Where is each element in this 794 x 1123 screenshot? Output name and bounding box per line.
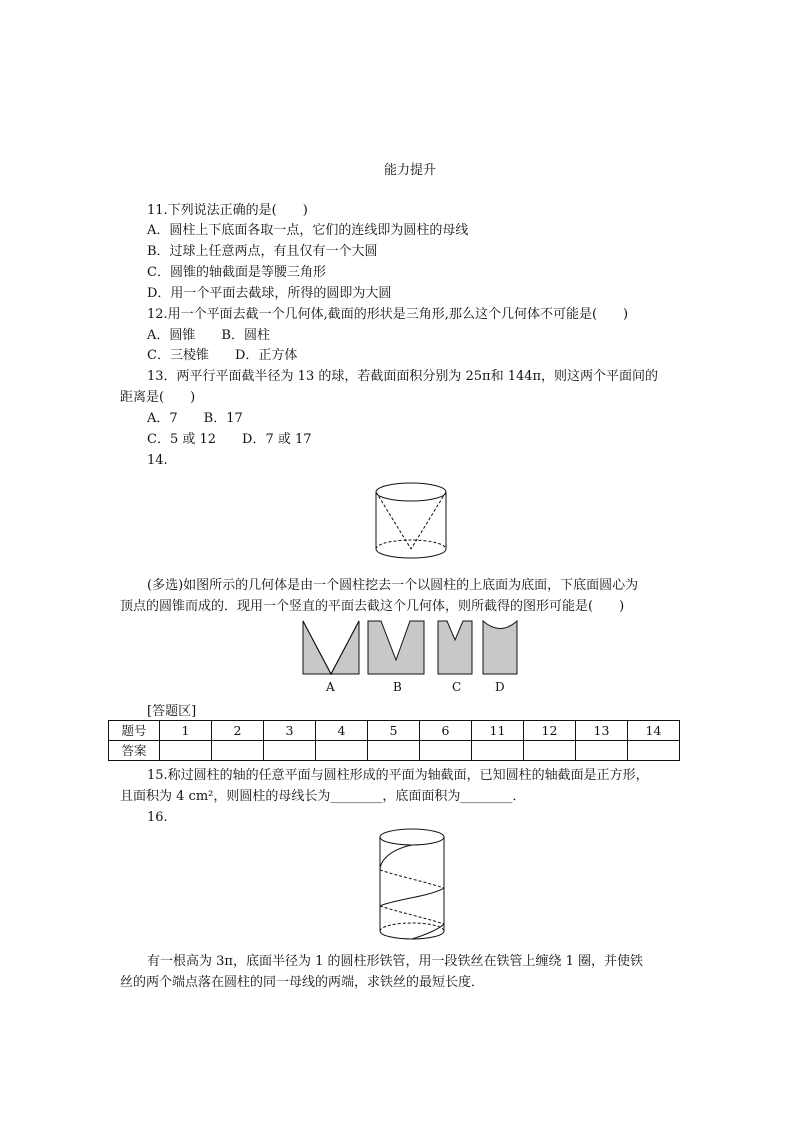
cylinder-top-ellipse — [376, 483, 446, 501]
q11-option-b: B．过球上任意两点，有且仅有一个大圆 — [147, 244, 378, 259]
spiral-back-1 — [380, 870, 444, 888]
row-header-number: 题号 — [109, 721, 160, 741]
answer-cell[interactable] — [576, 741, 628, 761]
answer-cell[interactable] — [160, 741, 212, 761]
cylinder-bottom-back — [380, 923, 444, 931]
q11-option-a: A．圆柱上下底面各取一点，它们的连线即为圆柱的母线 — [147, 223, 469, 238]
q13-options-line2: C．5 或 12 D．7 或 17 — [147, 432, 312, 447]
cylinder-bottom-front — [380, 931, 444, 939]
spiral-back-2 — [380, 906, 444, 924]
spiral-front-1 — [380, 845, 412, 870]
cylinder-bottom-front — [376, 549, 446, 558]
question-number-cell: 13 — [576, 721, 628, 741]
answer-area-label: [答题区] — [147, 704, 197, 719]
choice-a-label: A — [326, 680, 335, 694]
q12-options-line1: A．圆锥 B．圆柱 — [147, 328, 270, 343]
row-header-answer: 答案 — [109, 741, 160, 761]
q16-line2: 丝的两个端点落在圆柱的同一母线的两端，求铁丝的最短长度． — [120, 975, 485, 990]
answer-cell[interactable] — [368, 741, 420, 761]
section-title: 能力提升 — [384, 163, 437, 178]
answer-cell[interactable] — [316, 741, 368, 761]
answer-table-row-answers — [109, 741, 680, 761]
cylinder-top-ellipse — [380, 829, 444, 845]
question-number-cell: 1 — [160, 721, 212, 741]
question-number-cell: 11 — [472, 721, 524, 741]
q12-stem: 12.用一个平面去截一个几何体,截面的形状是三角形,那么这个几何体不可能是( ) — [147, 307, 629, 322]
q14-cylinder-cone-figure — [370, 478, 452, 563]
q14-number: 14. — [147, 453, 168, 468]
choice-d-label: D — [495, 680, 505, 694]
question-number-cell: 3 — [264, 721, 316, 741]
answer-table-row-numbers — [109, 721, 680, 741]
question-number-cell: 2 — [212, 721, 264, 741]
choice-a-figure — [302, 620, 362, 676]
answer-cell[interactable] — [420, 741, 472, 761]
q16-line1: 有一根高为 3π，底面半径为 1 的圆柱形铁管，用一段铁丝在铁管上缠绕 1 圈，并使铁 — [147, 954, 644, 969]
cylinder-bottom-back — [376, 540, 446, 549]
answer-cell[interactable] — [524, 741, 576, 761]
answer-cell[interactable] — [264, 741, 316, 761]
choice-b-figure — [367, 620, 427, 676]
q12-options-line2: C．三棱锥 D．正方体 — [147, 348, 298, 363]
spiral-front-2 — [380, 888, 444, 906]
q11-stem: 11.下列说法正确的是( ) — [147, 203, 308, 218]
q13-stem-line1: 13．两平行平面截半径为 13 的球，若截面面积分别为 25π和 144π，则这两个平面间的 — [147, 369, 659, 384]
q16-cylinder-spiral-figure — [374, 826, 450, 944]
choice-b-label: B — [393, 680, 402, 694]
q15-line1: 15.称过圆柱的轴的任意平面与圆柱形成的平面为轴截面，已知圆柱的轴截面是正方形， — [147, 768, 649, 783]
choice-c-figure — [437, 620, 477, 676]
q15-line2: 且面积为 4 cm²，则圆柱的母线长为________，底面面积为________． — [120, 789, 526, 804]
choice-c-label: C — [452, 680, 462, 694]
answer-cell[interactable] — [212, 741, 264, 761]
question-number-cell: 6 — [420, 721, 472, 741]
answer-cell[interactable] — [472, 741, 524, 761]
question-number-cell: 5 — [368, 721, 420, 741]
q13-options-line1: A．7 B．17 — [147, 411, 243, 426]
answer-cell[interactable] — [628, 741, 680, 761]
answer-table — [108, 720, 680, 761]
q14-stem-line2: 顶点的圆锥而成的．现用一个竖直的平面去截这个几何体，则所截得的图形可能是( ) — [120, 599, 625, 614]
q16-number: 16. — [147, 810, 168, 825]
question-number-cell: 12 — [524, 721, 576, 741]
q14-stem-line1: (多选)如图所示的几何体是由一个圆柱挖去一个以圆柱的上底面为底面，下底面圆心为 — [147, 578, 639, 593]
question-number-cell: 14 — [628, 721, 680, 741]
q13-stem-line2: 距离是( ) — [120, 390, 196, 405]
q11-option-d: D．用一个平面去截球，所得的圆即为大圆 — [147, 286, 392, 301]
question-number-cell: 4 — [316, 721, 368, 741]
choice-d-figure — [482, 620, 522, 676]
q11-option-c: C．圆锥的轴截面是等腰三角形 — [147, 265, 326, 280]
